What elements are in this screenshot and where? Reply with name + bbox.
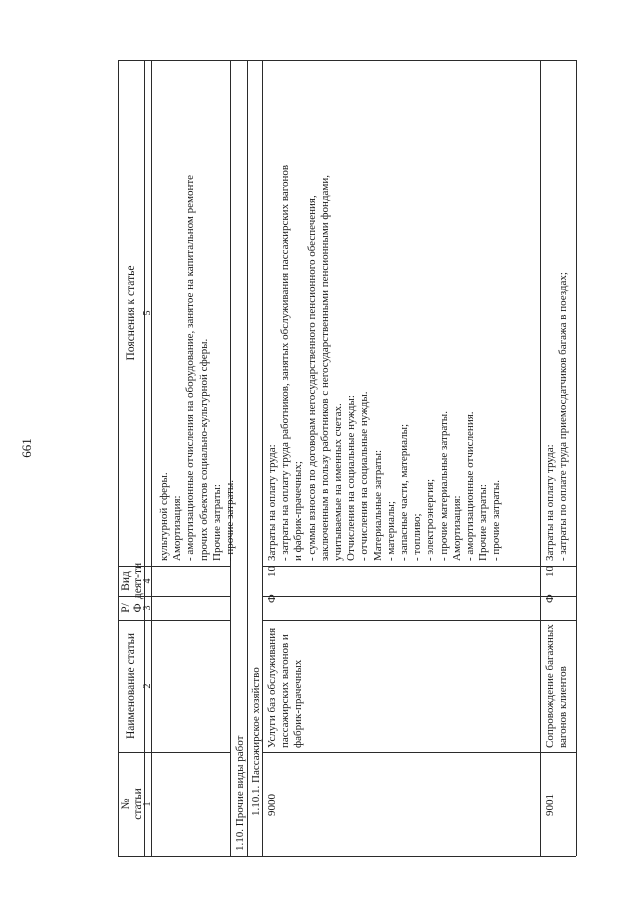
row-9000-activity: 10 xyxy=(266,566,278,577)
row-9000-note-line: - материалы; xyxy=(384,501,397,561)
rule-index-cont xyxy=(151,60,152,856)
row-9000-note-line: Материальные затраты: xyxy=(371,449,384,561)
frame-left xyxy=(118,60,119,856)
header-number-label: № xyxy=(120,798,132,810)
header-number-label-2: статьи xyxy=(132,788,144,820)
row-9000-note-line: и фабрик-прачечных; xyxy=(292,461,305,561)
index-cell-5: 5 xyxy=(141,310,153,316)
frame-top xyxy=(118,60,576,61)
row-9000-note-line: заключенным в пользу работников с негосударственными пенсионными фондами, xyxy=(318,174,331,561)
index-cell-4: 4 xyxy=(141,578,153,584)
row-9001-name-line: Сопровождение багажных xyxy=(544,624,556,748)
rule-section-subsection xyxy=(247,60,248,856)
header-rf-label: Р/ xyxy=(120,603,132,613)
rule-col4-col5-b xyxy=(262,566,576,567)
rule-row9000-row9001 xyxy=(540,60,541,856)
row-9001-activity: 10 xyxy=(544,566,556,577)
row-9001-code: 9001 xyxy=(544,794,556,816)
cont-note-line: - прочие затраты. xyxy=(224,480,236,561)
row-9000-note-line: Отчисления на социальные нужды: xyxy=(345,395,358,561)
index-cell-3: 3 xyxy=(141,605,153,611)
row-9000-note-line: - топливо; xyxy=(411,513,424,561)
subsection-title: 1.10.1. Пассажирское хозяйство xyxy=(250,667,262,816)
row-9000-note-line: Прочие затраты: xyxy=(477,484,490,561)
cont-note-line: - амортизационные отчисления на оборудование, занятое на капитальном ремонте xyxy=(184,174,197,561)
row-9000-note-line: - прочие затраты. xyxy=(490,480,503,561)
row-9000-note-line: - амортизационные отчисления. xyxy=(464,411,476,561)
row-9000-note-line: - запасные части, материалы; xyxy=(398,423,410,561)
row-9000-name-line: фабрик-прачечных xyxy=(292,659,304,748)
row-9000-note-line: - прочие материальные затраты. xyxy=(437,411,450,561)
rule-col2-col3-a xyxy=(118,620,230,621)
header-activity-label: Вид xyxy=(120,571,132,591)
header-activity-label-2: деят-ти xyxy=(132,562,144,600)
row-9000-note-line: учитываемые на именных счетах. xyxy=(332,403,344,561)
header-rf-label-2: Ф xyxy=(132,603,144,613)
rule-col3-col4-b xyxy=(262,596,576,597)
section-title: 1.10. Прочие виды работ xyxy=(234,735,246,851)
row-9000-note-line: Затраты на оплату труда: xyxy=(266,444,278,561)
frame-right xyxy=(576,60,577,856)
row-9001-note-line: - затраты по оплате труда приемосдатчиков багажа в поездах; xyxy=(557,272,570,561)
row-9000-rf: Ф xyxy=(266,594,278,603)
cont-note-line: Прочие затраты: xyxy=(210,484,223,561)
header-name-label: Наименование статьи xyxy=(125,632,137,740)
row-9001-name-line: вагонов клиентов xyxy=(557,666,569,748)
cont-note-line: прочих объектов социально-культурной сферы. xyxy=(197,338,210,561)
cont-note-line: культурной сферы. xyxy=(158,472,170,561)
row-9000-note-line: - затраты на оплату труда работников, занятых обслуживания пассажирских вагонов xyxy=(279,164,292,561)
row-9001-rf: Ф xyxy=(544,594,556,603)
row-9001-note-line: Затраты на оплату труда: xyxy=(544,444,556,561)
row-9000-code: 9000 xyxy=(266,794,278,816)
row-9000-name-line: пассажирских вагонов и xyxy=(279,634,291,748)
row-9000-note-line: Амортизация: xyxy=(450,495,463,561)
frame-bottom xyxy=(118,856,576,857)
index-cell-1: 1 xyxy=(141,801,153,807)
rule-header-index xyxy=(144,60,145,856)
page-number: 661 xyxy=(19,438,34,458)
rule-col1-col2-b xyxy=(262,752,576,753)
rule-col2-col3-b xyxy=(262,620,576,621)
cont-note-line: Амортизация: xyxy=(171,495,184,561)
header-notes-label: Пояснения к статье xyxy=(125,265,137,361)
row-9000-note-line: - суммы взносов по договорам негосударственного пенсионного обеспечения, xyxy=(305,195,318,561)
rule-cont-section xyxy=(230,60,231,856)
row-9000-note-line: - отчисления на социальные нужды. xyxy=(358,391,371,561)
rule-col1-col2-a xyxy=(118,752,230,753)
row-9000-note-line: - электроэнергия; xyxy=(424,478,437,561)
index-cell-2: 2 xyxy=(141,683,153,689)
row-9000-name-line: Услуги баз обслуживания xyxy=(266,627,278,748)
